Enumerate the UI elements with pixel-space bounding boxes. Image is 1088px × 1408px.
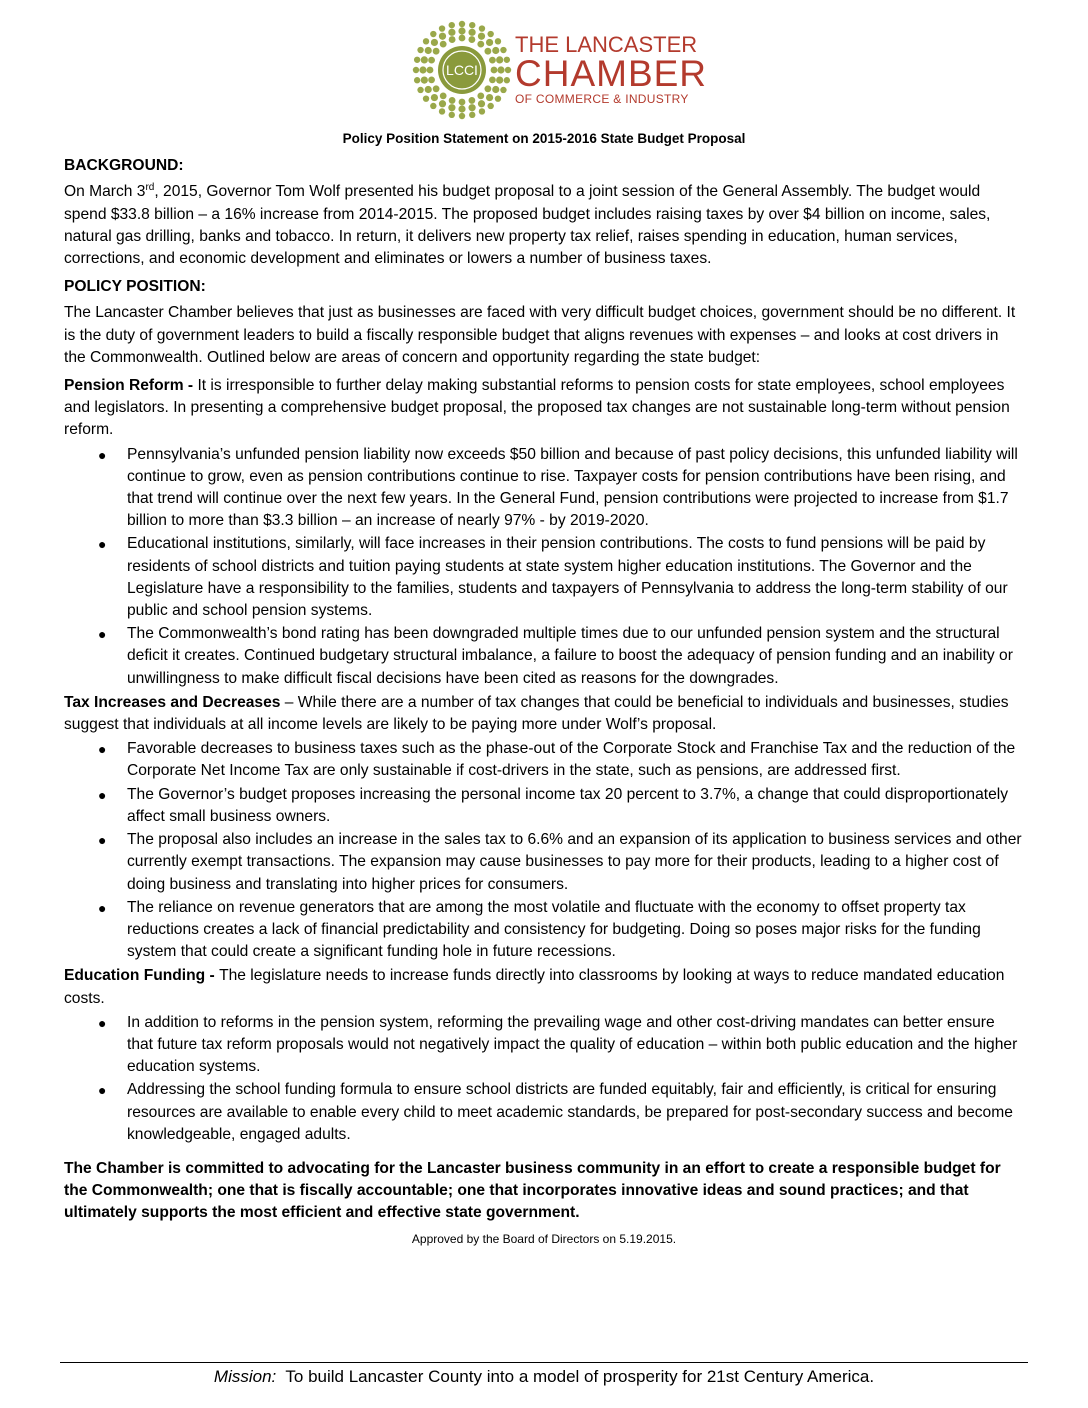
mission-text: To build Lancaster County into a model of prosperity for 21st Century America. <box>285 1367 875 1386</box>
approval-note: Approved by the Board of Directors on 5.19.2015. <box>411 1231 677 1246</box>
bullet-text: The Governor’s budget proposes increasing the personal income tax 20 percent to 3.7%, a change that could disproportionately affect small business owners. <box>127 785 1009 825</box>
bullet-item <box>64 533 1024 622</box>
emblem-dot <box>491 67 498 74</box>
bullet-item <box>64 444 1024 533</box>
emblem-dot <box>468 36 475 43</box>
section-label: Pension Reform <box>64 377 184 395</box>
emblem-dot <box>428 76 435 83</box>
lcci-emblem-icon <box>412 20 512 120</box>
emblem-dot <box>504 77 510 83</box>
emblem-dot <box>489 57 496 64</box>
bullet-icon: ● <box>98 786 107 803</box>
emblem-dot <box>419 66 426 73</box>
bullet-icon: ● <box>98 446 107 463</box>
section-paragraph <box>64 375 1024 442</box>
policy-sections <box>64 375 1024 1146</box>
policy-heading: POLICY POSITION: <box>64 278 206 296</box>
emblem-dot <box>484 85 491 92</box>
emblem-dot <box>413 67 419 73</box>
emblem-dot <box>421 56 428 63</box>
emblem-dot <box>430 31 436 37</box>
emblem-dot <box>500 47 506 53</box>
emblem-dot <box>431 94 438 101</box>
emblem-dot <box>449 97 456 104</box>
section-separator: - <box>205 967 220 985</box>
emblem-dot <box>479 108 485 114</box>
section-text: While there are a number of tax changes that could be beneficial to individuals and businesses, studies suggest that individuals at all income levels are likely to be paying more under Wolf’s proposal. <box>64 693 1009 734</box>
emblem-dot <box>478 100 485 107</box>
emblem-dot <box>414 77 420 83</box>
bullet-item <box>64 1079 1024 1146</box>
emblem-dot <box>448 104 455 111</box>
document-body <box>64 128 1024 1247</box>
bullet-text: In addition to reforms in the pension system, reforming the prevailing wage and other cost-driving mandates can better ensure that future tax reform proposals would not negatively impact the quality of education – within both public education and the higher education systems. <box>127 1013 1018 1076</box>
emblem-dot <box>496 56 503 63</box>
emblem-dot <box>495 38 501 44</box>
emblem-dot <box>439 108 445 114</box>
emblem-dot <box>486 39 493 46</box>
section-paragraph <box>64 692 1024 736</box>
emblem-dot <box>468 97 475 104</box>
emblem-dot <box>439 100 446 107</box>
emblem-dot <box>459 21 465 27</box>
bullet-icon: ● <box>98 832 107 849</box>
emblem-dot <box>487 103 493 109</box>
emblem-dot <box>448 29 455 36</box>
emblem-dot <box>487 31 493 37</box>
background-heading: BACKGROUND: <box>64 157 184 175</box>
bullet-text: Addressing the school funding formula to ensure school districts are funded equitably, fair and efficiently, is critical for ensuring resources are available to enable every child to meet academic standards, be prepared for post-secondary success and become knowledgeable, engaged adults. <box>127 1081 1013 1143</box>
emblem-text: LCCI <box>446 62 478 78</box>
emblem-dot <box>479 25 485 31</box>
emblem-dot <box>423 95 429 101</box>
background-paragraph <box>64 181 1024 270</box>
logo-line-1: THE LANCASTER <box>515 32 698 57</box>
emblem-dot <box>504 57 510 63</box>
bullet-text: Pennsylvania’s unfunded pension liability now exceeds $50 billion and because of past policy decisions, this unfunded liability will continue to grow, even as pension contributions continue to rise. Taxpayer costs for pension contributions have been rising, and that trend will continue over the next few years. In the General Fund, pension contributions were projected to increase from $1.7 billion to more than $3.3 billion – an increase of nearly 97% - by 2019-2020. <box>127 445 1018 530</box>
emblem-dot <box>469 22 475 28</box>
bullet-item <box>64 829 1024 896</box>
emblem-dot <box>449 36 456 43</box>
section-separator: - <box>183 377 198 395</box>
bullet-item <box>64 1012 1024 1079</box>
emblem-dot <box>417 87 423 93</box>
emblem-dot <box>430 103 436 109</box>
emblem-dot <box>477 41 484 48</box>
emblem-dot <box>458 105 465 112</box>
emblem-dot <box>468 104 475 111</box>
emblem-dot <box>484 48 491 55</box>
closing-statement: The Chamber is committed to advocating for the Lancaster business community in an effort to create a responsible budget for the Commonwealth; one that is fiscally accountable; one that incorporates innovative ideas and sound practices; and that ultimately supports the most efficient and effective state government. <box>64 1159 1001 1222</box>
emblem-dot <box>495 95 501 101</box>
emblem-dot <box>425 47 432 54</box>
emblem-dot <box>417 47 423 53</box>
section-text: It is irresponsible to further delay making substantial reforms to pension costs for state employees, school employees and legislators. In presenting a comprehensive budget proposal, the proposed tax changes are not sustainable long-term without pension reform. <box>64 377 1010 439</box>
emblem-dot <box>414 57 420 63</box>
background-text-rest: , 2015, Governor Tom Wolf presented his budget proposal to a joint session of the General Assembly. The budget would spend $33.8 billion – a 16% increase from 2014-2015. The proposed budget includes raising taxes by over $4 billion on income, sales, natural gas drilling, banks and tobacco. In return, it delivers new property tax relief, raises spending in education, human services, corrections, and economic development and eliminates or lowers a number of business taxes. <box>64 183 991 268</box>
logo-wordmark <box>515 34 707 106</box>
ordinal-suffix: rd <box>145 182 155 194</box>
section-label: Education Funding <box>64 967 206 985</box>
bullet-item <box>64 623 1024 690</box>
bullet-icon: ● <box>98 899 107 916</box>
bullet-icon: ● <box>98 741 107 758</box>
emblem-dot <box>459 113 465 119</box>
logo-line-2: CHAMBER <box>515 53 708 94</box>
emblem-dot <box>449 22 455 28</box>
mission-statement <box>60 1366 1028 1388</box>
emblem-dot <box>433 48 440 55</box>
emblem-dot <box>439 25 445 31</box>
emblem-dot <box>433 85 440 92</box>
bullet-text: Educational institutions, similarly, will face increases in their pension contributions. The costs to fund pensions will be paid by residents of school districts and tuition paying students at state system higher education institutions. The Governor and the Legislature have a responsibility to the families, students and taxpayers of Pennsylvania to address the long-term stability of our public and school pension systems. <box>127 535 1008 620</box>
bullet-text: The reliance on revenue generators that are among the most volatile and fluctuate with the economy to offset property tax reductions creates a lack of financial predictability and consistency for budgeting. Doing so poses major risks for the funding system that could create a significant funding hole in future recessions. <box>127 898 981 961</box>
emblem-dot <box>459 99 466 106</box>
emblem-dot <box>489 76 496 83</box>
emblem-dot <box>440 41 447 48</box>
bullet-item <box>64 897 1024 964</box>
bullet-text: The Commonwealth’s bond rating has been downgraded multiple times due to our unfunded pension system and the structural deficit it creates. Continued budgetary structural imbalance, a failure to boost the adequacy of pension funding and an inability or unwillingness to make difficult fiscal decisions have been cited as reasons for the downgrades. <box>127 625 1013 687</box>
emblem-dot <box>428 57 435 64</box>
section-separator: – <box>280 693 298 711</box>
section-paragraph <box>64 965 1024 1009</box>
emblem-dot <box>440 92 447 99</box>
emblem-dot <box>469 112 475 118</box>
emblem-dot <box>439 33 446 40</box>
emblem-dot <box>423 38 429 44</box>
emblem-dot <box>500 87 506 93</box>
emblem-dot <box>459 35 466 42</box>
mission-label: Mission: <box>213 1367 277 1386</box>
emblem-dot <box>492 47 499 54</box>
bullet-icon: ● <box>98 1014 107 1031</box>
emblem-dot <box>425 86 432 93</box>
bullet-icon: ● <box>98 536 107 553</box>
section-bullet-list <box>64 1012 1024 1146</box>
policy-intro: The Lancaster Chamber believes that just as businesses are faced with very difficult budget choices, government should be no different. It is the duty of government leaders to build a fiscally responsible budget that aligns revenues with expenses – and looks at cost drivers in the Commonwealth. Outlined below are areas of concern and opportunity regarding the state budget: <box>64 304 1016 366</box>
emblem-dot <box>477 92 484 99</box>
section-bullet-list <box>64 444 1024 690</box>
bullet-text: The proposal also includes an increase in the sales tax to 6.6% and an expansion of its application to business services and other currently exempt transactions. The expansion may cause businesses to pay more for their products, leading to a higher cost of doing business and translating into higher prices for consumers. <box>127 831 1022 893</box>
emblem-dot <box>421 76 428 83</box>
bullet-icon: ● <box>98 1082 107 1099</box>
document-title: Policy Position Statement on 2015-2016 State Budget Proposal <box>342 131 746 146</box>
bullet-item <box>64 784 1024 828</box>
bullet-icon: ● <box>98 626 107 643</box>
emblem-dot <box>505 67 511 73</box>
logo-line-3: OF COMMERCE & INDUSTRY <box>515 92 689 106</box>
emblem-dot <box>468 29 475 36</box>
emblem-dot <box>458 27 465 34</box>
emblem-dot <box>496 76 503 83</box>
section-text: The legislature needs to increase funds directly into classrooms by looking at ways to reduce mandated education costs. <box>64 967 1005 1007</box>
bullet-item <box>64 738 1024 782</box>
emblem-dot <box>478 33 485 40</box>
emblem-dot <box>427 67 434 74</box>
section-label: Tax Increases and Decreases <box>64 693 281 711</box>
emblem-dot <box>492 86 499 93</box>
chamber-logo <box>412 20 708 120</box>
section-bullet-list <box>64 738 1024 963</box>
background-text-start: On March 3 <box>64 183 146 201</box>
bullet-text: Favorable decreases to business taxes such as the phase-out of the Corporate Stock and Franchise Tax and the reduction of the Corporate Net Income Tax are only sustainable if cost-drivers in the state, such as pensions, are addressed first. <box>127 740 1016 780</box>
footer-divider <box>60 1362 1028 1363</box>
emblem-dot <box>449 112 455 118</box>
emblem-dot <box>486 94 493 101</box>
emblem-dot <box>497 66 504 73</box>
emblem-dot <box>431 39 438 46</box>
